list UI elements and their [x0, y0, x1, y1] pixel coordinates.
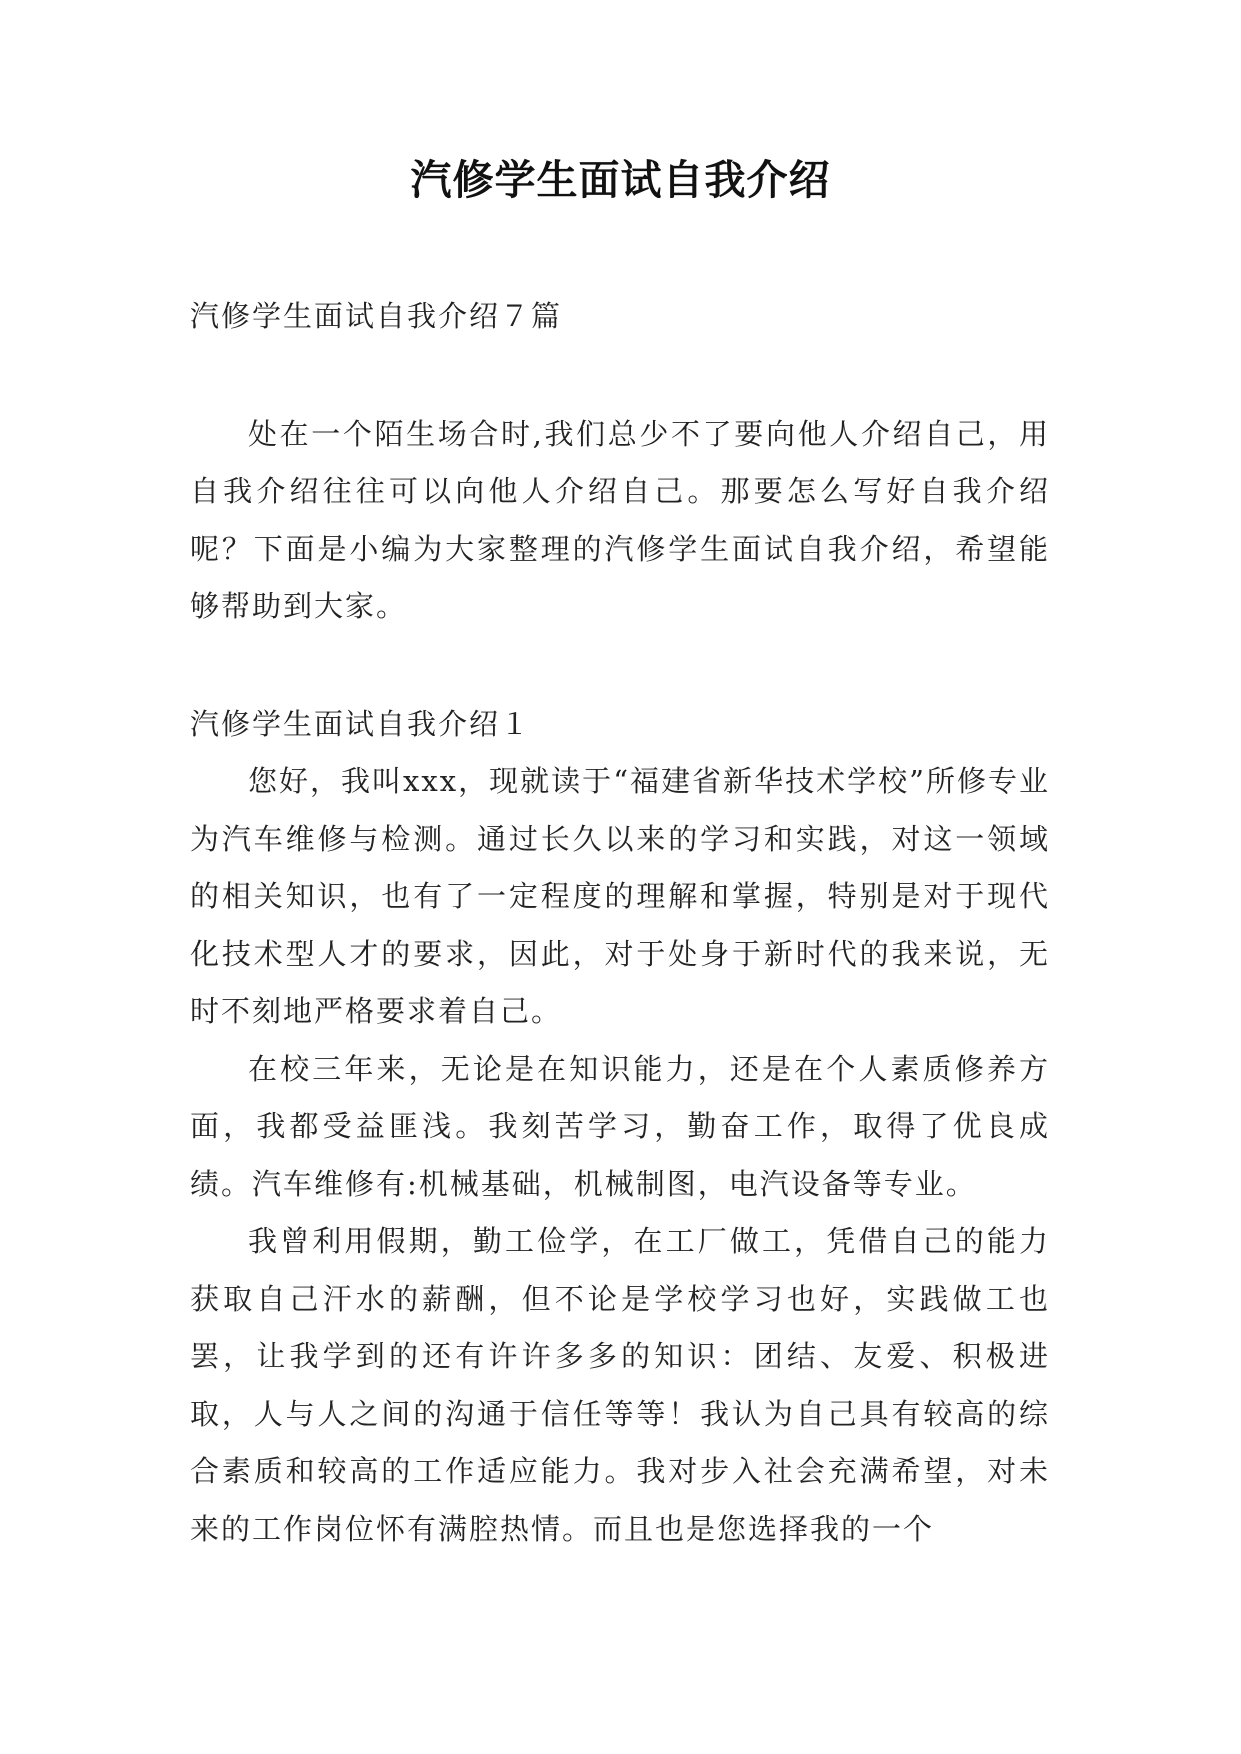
document-subtitle: 汽修学生面试自我介绍７篇	[190, 299, 563, 333]
document-body	[190, 288, 1050, 1558]
section-heading: 汽修学生面试自我介绍１	[190, 706, 532, 741]
document-title: 汽修学生面试自我介绍	[410, 156, 831, 204]
body-paragraph: 您好，我叫xxx，现就读于“福建省新华技术学校”所修专业为汽车维修与检测。通过长久以来的学习和实践，对这一领域的相关知识，也有了一定程度的理解和掌握，特别是对于现代化技术型人才的要求，因此，对于处身于新时代的我来说，无时不刻地严格要求着自己。	[190, 764, 1050, 1028]
intro-paragraph: 处在一个陌生场合时,我们总少不了要向他人介绍自己，用自我介绍往往可以向他人介绍自己。那要怎么写好自我介绍呢？下面是小编为大家整理的汽修学生面试自我介绍，希望能够帮助到大家。	[190, 416, 1050, 623]
body-paragraph: 我曾利用假期，勤工俭学，在工厂做工，凭借自己的能力获取自己汗水的薪酬，但不论是学校学习也好，实践做工也罢，让我学到的还有许许多多的知识：团结、友爱、积极进取，人与人之间的沟通于信任等等！我认为自己具有较高的综合素质和较高的工作适应能力。我对步入社会充满希望，对未来的工作岗位怀有满腔热情。而且也是您选择我的一个	[190, 1224, 1050, 1546]
spacer	[190, 636, 1050, 696]
spacer	[190, 346, 1050, 406]
body-paragraph: 在校三年来，无论是在知识能力，还是在个人素质修养方面，我都受益匪浅。我刻苦学习，勤奋工作，取得了优良成绩。汽车维修有:机械基础，机械制图，电汽设备等专业。	[190, 1051, 1050, 1201]
